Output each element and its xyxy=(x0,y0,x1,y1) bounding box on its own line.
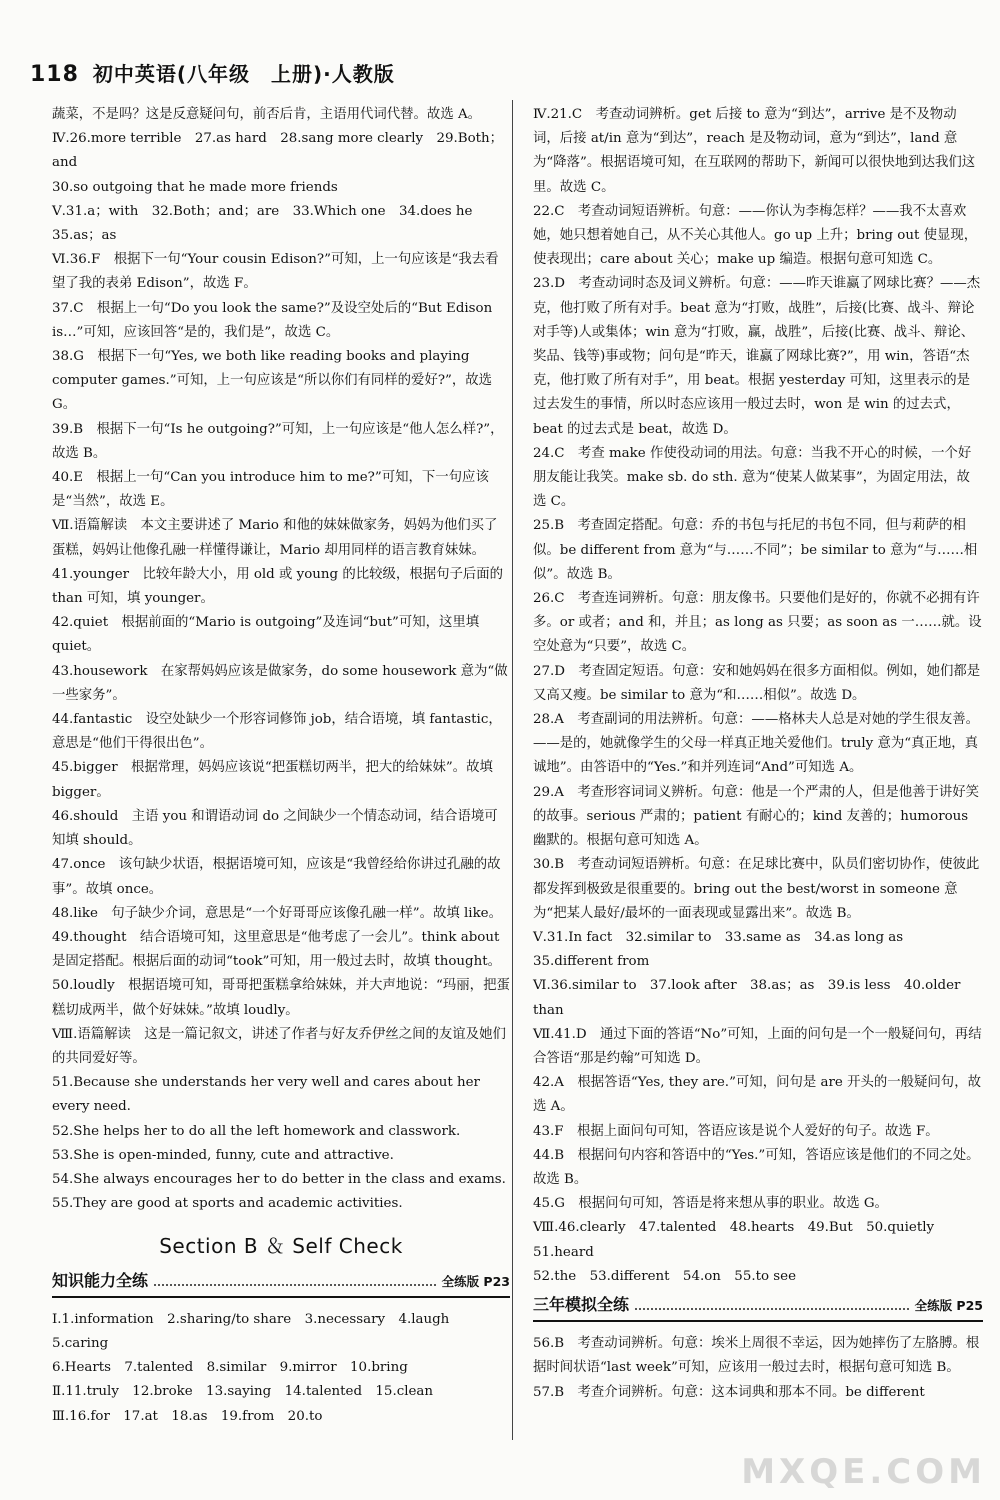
answer-item: Ⅳ.26.more terrible 27.as hard 28.sang more clearly 29.Both；and xyxy=(52,131,504,171)
answer-item: 29.A 考查形容词词义辨析。句意：他是一个严肃的人，但是他善于讲好笑的故事。serious 严肃的；patient 有耐心的；kind 友善的；humorous 幽默的。根据句意可知选 A。 xyxy=(533,784,980,849)
answer-item: 28.A 考查副词的用法辨析。句意：——格林夫人总是对她的学生很友善。——是的，她就像学生的父母一样真正地关爱他们。truly 意为“真正地，真诚地”。由答语中的“Yes.”和并列连词“And”可知选 A。 xyxy=(533,712,980,776)
answer-item: Ⅴ.31.a；with 32.Both；and；are 33.Which one 34.does he 35.as；as xyxy=(52,203,486,244)
answer-item: 6.Hearts 7.talented 8.similar 9.mirror 10.bring xyxy=(52,1360,408,1376)
answer-item: 41.younger 比较年龄大小，用 old 或 young 的比较级，根据句子后面的 than 可知，填 younger。 xyxy=(52,566,504,607)
answer-item: 52.She helps her to do all the left homework and classwork. xyxy=(52,1123,461,1139)
answer-item: Ⅷ.46.clearly 47.talented 48.hearts 49.But 50.quietly 51.heard xyxy=(533,1220,948,1260)
answer-list-top xyxy=(533,103,983,1289)
answer-item: 50.loudly 根据语境可知，哥哥把蛋糕拿给妹妹，并大声地说：“玛丽，把蛋糕切成两半，做个好妹妹。”故填 loudly。 xyxy=(52,978,510,1018)
answer-item: Ⅷ.语篇解读 这是一篇记叙文，讲述了作者与好友乔伊丝之间的友谊及她们的共同爱好等。 xyxy=(52,1026,506,1066)
answer-item: Ⅴ.31.In fact 32.similar to 33.same as 34.as long as xyxy=(533,929,904,945)
left-column xyxy=(52,103,510,1429)
answer-item: 43.housework 在家帮妈妈应该是做家务，do some housework 意为“做一些家务”。 xyxy=(52,663,508,703)
answer-item: 53.She is open-minded, funny, cute and attractive. xyxy=(52,1147,394,1163)
answer-item: 35.different from xyxy=(533,954,650,970)
answer-list-top xyxy=(52,103,510,1216)
answer-item: 42.quiet 根据前面的“Mario is outgoing”及连词“but”可知，这里填 quiet。 xyxy=(52,615,480,655)
answer-item: Ⅳ.21.C 考查动词辨析。get 后接 to 意为“到达”，arrive 是不及物动词，后接 at/in 意为“到达”，reach 是及物动词，意为“到达”，land 意为“降落”。根据语境可知，在互联网的帮助下，新闻可以很快地到达我们这里。故选 C。 xyxy=(533,107,976,195)
answer-item: 44.fantastic 设空处缺少一个形容词修饰 job，结合语境，填 fantastic，意思是“他们干得很出色”。 xyxy=(52,712,502,752)
answer-item: 56.B 考查动词辨析。句意：埃米上周很不幸运，因为她摔伤了左胳膊。根据时间状语“last week”可知，应该用一般过去时，根据句意可知选 B。 xyxy=(533,1336,980,1376)
answer-item: 37.C 根据上一句“Do you look the same?”及设空处后的“But Edison is…”可知，应该回答“是的，我们是”，故选 C。 xyxy=(52,300,493,340)
column-divider xyxy=(512,100,513,1440)
section-bar xyxy=(533,1293,983,1322)
bar-page-ref: 全练版 P25 xyxy=(914,1297,983,1313)
answer-item: Ⅵ.36.F 根据下一句“Your cousin Edison?”可知，上一句应该是“我去看望了我的表弟 Edison”，故选 F。 xyxy=(52,252,499,292)
dotted-leader xyxy=(154,1284,436,1286)
answer-item: Ⅶ.语篇解读 本文主要讲述了 Mario 和他的妹妹做家务，妈妈为他们买了蛋糕，妈妈让他像孔融一样懂得谦让，Mario 却用同样的语言教育妹妹。 xyxy=(52,518,498,558)
answer-item: 26.C 考查连词辨析。句意：朋友像书。只要他们是好的，你就不必拥有许多。or 或者；and 和，并且；as long as 只要；as soon as 一……就。设空处意为“只要”，故选 C。 xyxy=(533,591,982,655)
answer-item: 51.Because she understands her very well and cares about her every need. xyxy=(52,1075,480,1115)
answer-item: 30.B 考查动词短语辨析。句意：在足球比赛中，队员们密切协作，使彼此都发挥到极致是很重要的。bring out the best/worst in someone 意为“把某人最好/最坏的一面表现或显露出来”。故选 B。 xyxy=(533,857,980,921)
book-title: 初中英语(八年级 上册)·人教版 xyxy=(92,62,395,86)
answer-item: 30.so outgoing that he made more friends xyxy=(52,179,338,195)
bar-title: 知识能力全练 xyxy=(52,1270,149,1290)
answer-item: 52.the 53.different 54.on 55.to see xyxy=(533,1268,797,1284)
answer-item: 23.D 考查动词时态及词义辨析。句意：——昨天谁赢了网球比赛？——杰克，他打败了所有对手。beat 意为“打败，战胜”，后接(比赛、战斗、辩论对手等)人或集体；win 意为“打败，赢，战胜”，后接(比赛、战斗、辩论、奖品、钱等)事或物；问句是“昨天，谁赢了网球比赛?”，用 win，答语“杰克，他打败了所有对手”，用 beat。根据 yesterday 可知，这里表示的是过去发生的事情，所以时态应该用一般过去时，won 是 win 的过去式，beat 的过去式是 beat，故选 D。 xyxy=(533,276,981,437)
answer-item: Ⅲ.16.for 17.at 18.as 19.from 20.to xyxy=(52,1408,323,1424)
answer-item: 47.once 该句缺少状语，根据语境可知，应该是“我曾经给你讲过孔融的故事”。故填 once。 xyxy=(52,857,501,897)
bar-page-ref: 全练版 P23 xyxy=(441,1273,510,1289)
answer-item: 39.B 根据下一句“Is he outgoing?”可知，上一句应该是“他人怎么样?”，故选 B。 xyxy=(52,421,504,461)
answer-list-bottom xyxy=(52,1308,510,1429)
answer-item: 43.F 根据上面问句可知，答语应该是说个人爱好的句子。故选 F。 xyxy=(533,1123,939,1139)
answer-item: Ⅱ.11.truly 12.broke 13.saying 14.talented 15.clean xyxy=(52,1384,434,1400)
answer-item: 蔬菜，不是吗？这是反意疑问句，前否后肯，主语用代词代替。故选 A。 xyxy=(52,107,482,122)
answer-item: 42.A 根据答语“Yes, they are.”可知，问句是 are 开头的一般疑问句，故选 A。 xyxy=(533,1075,981,1115)
answer-item: 48.like 句子缺少介词，意思是“一个好哥哥应该像孔融一样”。故填 like。 xyxy=(52,905,502,921)
answer-item: Ⅶ.41.D 通过下面的答语“No”可知，上面的问句是一个一般疑问句，再结合答语“那是约翰”可知选 D。 xyxy=(533,1026,982,1066)
answer-item: 46.should 主语 you 和谓语动词 do 之间缺少一个情态动词，结合语境可知填 should。 xyxy=(52,808,498,849)
answer-item: 57.B 考查介词辨析。句意：这本词典和那本不同。be different xyxy=(533,1384,925,1400)
page-number: 118 xyxy=(30,62,79,87)
answer-item: 54.She always encourages her to do better in the class and exams. xyxy=(52,1171,506,1187)
answer-item: 55.They are good at sports and academic activities. xyxy=(52,1196,403,1212)
answer-item: 25.B 考查固定搭配。句意：乔的书包与托尼的书包不同，但与莉萨的相似。be different from 意为“与……不同”；be similar to 意为“与……相似”。故选 B。 xyxy=(533,518,978,582)
answer-item: Ⅰ.1.information 2.sharing/to share 3.necessary 4.laugh 5.caring xyxy=(52,1311,463,1351)
answer-item: 22.C 考查动词短语辨析。句意：——你认为李梅怎样？——我不太喜欢她，她只想着她自己，从不关心其他人。go up 上升；bring out 使显现，使表现出；care about 关心；make up 编造。根据句意可知选 C。 xyxy=(533,203,978,268)
answer-item: 44.B 根据问句内容和答语中的“Yes.”可知，答语应该是他们的不同之处。故选 B。 xyxy=(533,1147,980,1187)
answer-item: Ⅵ.36.similar to 37.look after 38.as；as 39.is less 40.older than xyxy=(533,978,961,1018)
answer-item: 27.D 考查固定短语。句意：安和她妈妈在很多方面相似。例如，她们都是又高又瘦。be similar to 意为“和……相似”。故选 D。 xyxy=(533,663,981,703)
answer-item: 40.E 根据上一句“Can you introduce him to me?”可知，下一句应该是“当然”，故选 E。 xyxy=(52,470,489,510)
answer-item: 38.G 根据下一句“Yes, we both like reading books and playing computer games.”可知，上一句应该是“所以你们有同样的爱好?”，故选 G。 xyxy=(52,349,493,413)
answer-item: 45.G 根据问句可知，答语是将来想从事的职业。故选 G。 xyxy=(533,1196,888,1212)
bar-title: 三年模拟全练 xyxy=(533,1294,630,1314)
answer-item: 49.thought 结合语境可知，这里意思是“他考虑了一会儿”。think about 是固定搭配。根据后面的动词“took”可知，用一般过去时，故填 thought。 xyxy=(52,929,501,970)
section-bar xyxy=(52,1269,510,1298)
answer-item: 45.bigger 根据常理，妈妈应该说“把蛋糕切两半，把大的给妹妹”。故填 bigger。 xyxy=(52,760,493,800)
page-header xyxy=(30,58,395,87)
section-title: Section B ＆ Self Check xyxy=(159,1234,403,1259)
answer-item: 24.C 考查 make 作使役动词的用法。句意：当我不开心的时候，一个好朋友能让我笑。make sb. do sth. 意为“使某人做某事”，为固定用法，故选 C。 xyxy=(533,445,972,510)
dotted-leader xyxy=(635,1308,909,1310)
right-column xyxy=(533,103,983,1405)
answer-list-bottom xyxy=(533,1332,983,1405)
watermark: MXQE.COM xyxy=(741,1452,986,1492)
